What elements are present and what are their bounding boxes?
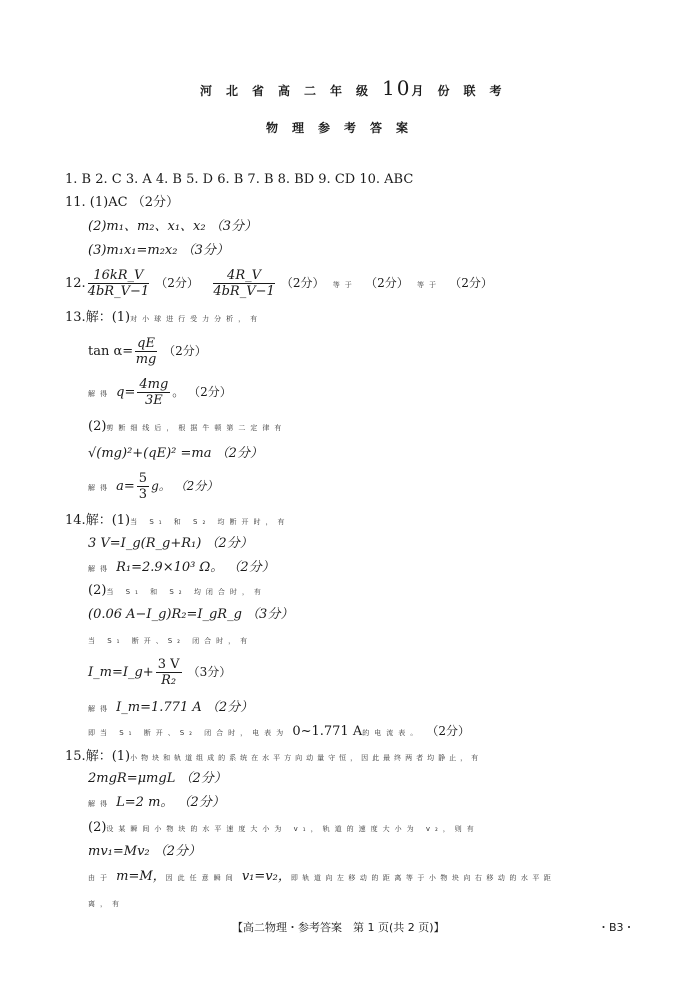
- eq-text: 0~1.771 A: [292, 724, 363, 739]
- q13-part2: [88, 419, 286, 436]
- q15-eq1: 2mgR=μmgL （2分）: [88, 771, 227, 786]
- title-number: 10: [382, 76, 412, 100]
- page-subtitle: 物理参考答案: [266, 121, 423, 135]
- q15-eq3: mv₁=Mv₂ （2分）: [88, 844, 202, 859]
- q-note: 小物块和轨道组成的系统在水平方向动量守恒，因此最终两者均静止，有: [130, 754, 483, 762]
- q-note: 的电流表。: [362, 729, 423, 737]
- eq-text: q=: [116, 385, 136, 400]
- fraction: [135, 336, 157, 367]
- q-text: 解：(1): [85, 513, 131, 528]
- q-note: 因此任意瞬间: [165, 874, 238, 882]
- eq-text: tan α=: [88, 344, 134, 359]
- q14-note: 当 S₁ 断开、S₂ 闭合时，有: [88, 637, 253, 645]
- q13-eq3: √(mg)²+(qE)² =ma （2分）: [88, 446, 263, 461]
- q15-part2: [88, 820, 479, 837]
- fraction: [213, 268, 274, 299]
- eq-text: (2): [88, 820, 107, 835]
- fraction: [88, 268, 149, 299]
- eq-text: I_m=1.771 A （2分）: [116, 700, 254, 715]
- eq-text: R₁=2.9×10³ Ω。 （2分）: [116, 560, 275, 575]
- denominator: mg: [135, 352, 157, 367]
- eq-text: L=2 m。 （2分）: [116, 795, 225, 810]
- footer-code: ・B3・: [598, 921, 635, 934]
- q14-part2: [88, 583, 266, 600]
- q11-part2: (2)m₁、m₂、x₁、x₂ （3分）: [88, 219, 257, 234]
- q-text: 解：(1): [85, 310, 131, 325]
- q11-part3: (3)m₁x₁=m₂x₂ （3分）: [88, 243, 229, 258]
- q15-head: [65, 749, 482, 766]
- word: 解得: [88, 390, 112, 398]
- q-note: 当 S₁ 和 S₂ 均断开时，有: [130, 518, 290, 526]
- denominator: R₂: [161, 673, 177, 688]
- q14-conclusion: [88, 723, 470, 741]
- denominator: 3: [138, 487, 148, 502]
- word: 等于: [332, 281, 357, 289]
- q-note: 当 S₁ 和 S₂ 均闭合时，有: [106, 588, 266, 596]
- word: 等于: [416, 281, 441, 289]
- q13-eq4: [88, 471, 218, 502]
- eq-text: (2): [88, 583, 107, 598]
- score: （2分）: [163, 344, 207, 358]
- denominator: 3E: [144, 393, 163, 408]
- fraction: [137, 377, 170, 408]
- score: （2分）: [426, 724, 471, 738]
- denominator: 4bR_V−1: [213, 284, 275, 299]
- numerator: qE: [137, 336, 155, 351]
- numerator: 16kR_V: [88, 268, 149, 284]
- word: 解得: [88, 705, 112, 713]
- title-text-end: 月份联考: [411, 84, 516, 98]
- score: （2分）: [449, 276, 493, 290]
- eq-text: v₁=v₂，: [241, 869, 291, 884]
- q15-note-end: 离，有: [88, 900, 124, 908]
- footer-page-info: 【高二物理・参考答案 第 1 页(共 2 页)】: [232, 921, 445, 934]
- score: （2分）: [155, 276, 199, 290]
- q-note: 由于: [88, 874, 112, 882]
- word: 解得: [88, 565, 112, 573]
- q14-eq2: [88, 560, 275, 577]
- page-title: [200, 76, 516, 100]
- numerator: 3 V: [157, 657, 180, 672]
- q13-eq2: [88, 377, 232, 408]
- q15-eq2: [88, 795, 225, 812]
- q14-head: [65, 513, 290, 530]
- q-note: 即轨道向左移动的距离等于小物块向右移动的水平距: [290, 874, 556, 882]
- denominator: 4bR_V−1: [87, 284, 150, 299]
- eq-text: (2): [88, 419, 107, 434]
- word: 解得: [88, 484, 112, 492]
- q-note: 对小球进行受力分析，有: [130, 315, 263, 323]
- eq-text: m=M，: [116, 869, 166, 884]
- title-text: 河北省高二年级: [200, 84, 383, 98]
- eq-text: I_m=I_g+: [88, 665, 154, 680]
- q11-part1: 11. (1)AC （2分）: [65, 195, 179, 210]
- q-note: 即当 S₁ 断开、S₂ 闭合时，电表为: [88, 729, 289, 737]
- numerator: 4mg: [139, 377, 169, 392]
- score: g。 （2分）: [151, 479, 219, 493]
- q13-eq1: [88, 336, 207, 367]
- q-note: 设某瞬间小物块的水平速度大小为 v₁，轨道的速度大小为 v₂，则有: [106, 825, 479, 833]
- q14-eq5: [88, 700, 253, 717]
- score: （2分）: [365, 276, 409, 290]
- q-number: 15.: [65, 749, 86, 764]
- q14-eq4: [88, 657, 231, 688]
- choice-answers: 1. B 2. C 3. A 4. B 5. D 6. B 7. B 8. BD 9. CD 10. ABC: [65, 172, 414, 187]
- score: （2分）: [280, 276, 325, 290]
- numerator: 4R_V: [213, 268, 274, 284]
- eq-text: a=: [116, 479, 135, 494]
- numerator: 5: [138, 471, 148, 486]
- score: （3分）: [187, 665, 232, 679]
- q-number: 14.: [65, 513, 86, 528]
- q15-note: [88, 869, 555, 886]
- fraction: [137, 471, 149, 502]
- q14-eq1: 3 V=I_g(R_g+R₁) （2分）: [88, 536, 253, 551]
- q12-answer: [65, 268, 493, 299]
- q-number: 13.: [65, 310, 86, 325]
- score: 。 （2分）: [172, 385, 232, 399]
- fraction: [156, 657, 182, 688]
- word: 解得: [88, 800, 112, 808]
- q12-label: 12.: [65, 276, 86, 291]
- q-text: 解：(1): [85, 749, 131, 764]
- q-note: 剪断细线后，根据牛顿第二定律有: [106, 424, 287, 432]
- q13-head: [65, 310, 262, 327]
- q14-eq3: (0.06 A−I_g)R₂=I_gR_g （3分）: [88, 607, 294, 622]
